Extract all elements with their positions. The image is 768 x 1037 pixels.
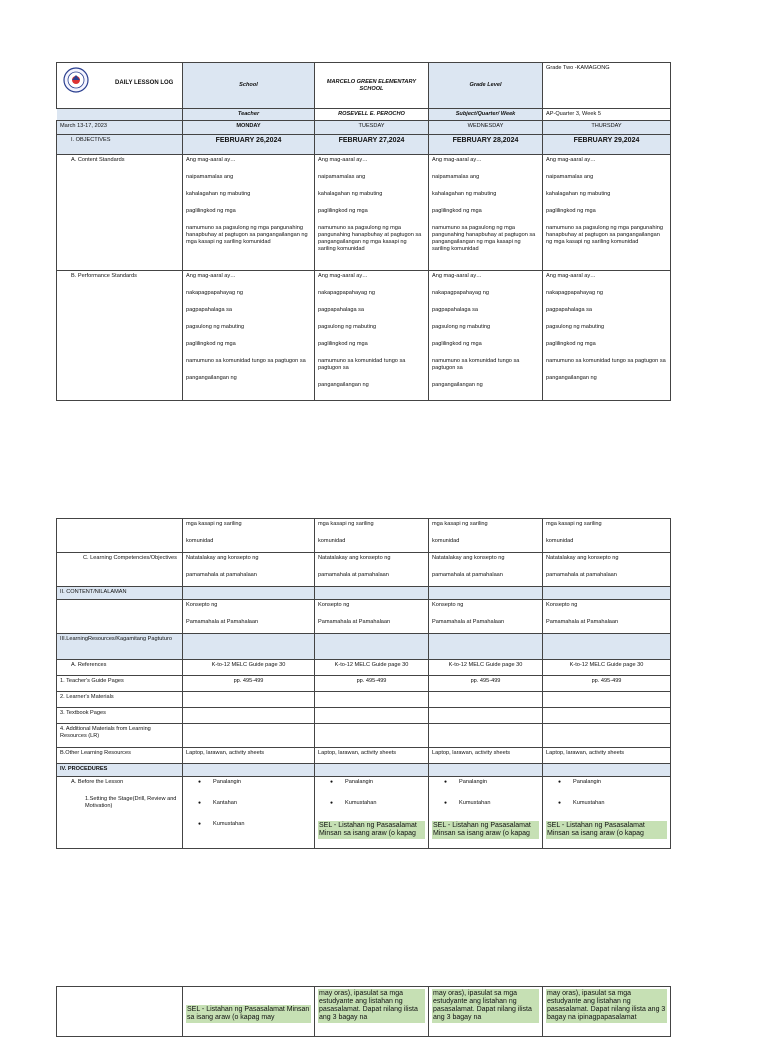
procedures-label: IV. PROCEDURES [57,764,183,777]
cont-wednesday: mga kasapi ng sariling komunidad [429,519,543,553]
empty-cell [183,724,315,748]
date-tuesday: FEBRUARY 27,2024 [315,135,429,155]
competencies-monday: Natatalakay ang konsepto ng pamamahala at pamahalaan [183,553,315,587]
before-lesson-thursday-cont [543,987,671,1037]
before-lesson-tuesday: ● Panalangin ● Kumustahan SEL - Listahan ng Pasasalamat Minsan sa isang araw (o kapag [315,777,429,849]
lesson-log-table-page3 [56,986,671,1037]
other-resources-label: B.Other Learning Resources [57,748,183,764]
blue-cell [429,587,543,600]
competencies-thursday: Natatalakay ang konsepto ng pamamahala at pamahalaan [543,553,671,587]
empty-cell [543,708,671,724]
competencies-label: C. Learning Competencies/Objectives [57,553,183,587]
blue-cell [543,587,671,600]
empty-cell [57,109,183,121]
sel-gratitude-continued: may oras), ipasulat sa mga estudyante ang listahan ng pasasalamat. Dapat nilang ilista ang 3 bagay na ipinagpapasalamat [547,990,666,1021]
teachers-guide-wednesday: pp. 495-499 [429,676,543,692]
blue-cell [183,634,315,660]
subject-label: Subject/Quarter/ Week [429,109,543,121]
content-tuesday: Konsepto ng Pamamahala at Pamahalaan [315,600,429,634]
empty-cell [57,519,183,553]
deped-seal-logo [63,67,89,93]
cont-monday: mga kasapi ng sariling komunidad [183,519,315,553]
daily-lesson-log-title: DAILY LESSON LOG [115,80,174,86]
before-lesson-monday-cont [183,987,315,1037]
lesson-log-table-page1 [56,108,671,401]
day-wednesday: WEDNESDAY [429,121,543,135]
empty-cell [429,692,543,708]
references-monday: K-to-12 MELC Guide page 30 [183,660,315,676]
before-lesson-label: A. Before the Lesson 1.Setting the Stage(Drill, Review and Motivation) [57,777,183,849]
content-wednesday: Konsepto ng Pamamahala at Pamahalaan [429,600,543,634]
day-monday: MONDAY [183,121,315,135]
empty-cell [543,724,671,748]
sel-gratitude-continued: may oras), ipasulat sa mga estudyante ang listahan ng pasasalamat. Dapat nilang ilista ang 3 bagay na [318,989,425,1023]
sel-gratitude-note: SEL - Listahan ng Pasasalamat Minsan sa isang araw (o kapag [318,821,425,839]
content-thursday: Konsepto ng Pamamahala at Pamahalaan [543,600,671,634]
additional-materials-label: 4. Additional Materials from Learning Resources (LR) [57,724,183,748]
empty-cell [429,724,543,748]
cont-tuesday: mga kasapi ng sariling komunidad [315,519,429,553]
teachers-guide-tuesday: pp. 495-499 [315,676,429,692]
references-wednesday: K-to-12 MELC Guide page 30 [429,660,543,676]
date-wednesday: FEBRUARY 28,2024 [429,135,543,155]
day-tuesday: TUESDAY [315,121,429,135]
lesson-log-header-table [56,62,671,109]
blue-cell [429,634,543,660]
content-standards-thursday: Ang mag-aaral ay… naipamamalas ang kahalagahan ng mabuting paglilingkod ng mga namumuno sa pagsulong ng mga pangunahing hanapbuhay at pagtugon sa pangangailangan ng mga kasapi ng sariling komunidad [543,155,671,271]
other-resources-tuesday: Laptop, larawan, activity sheets [315,748,429,764]
grade-value: Grade Two -KAMAGONG [543,63,671,109]
blue-cell [315,634,429,660]
sel-gratitude-note: SEL - Listahan ng Pasasalamat Minsan sa isang araw (o kapag [432,821,539,839]
other-resources-monday: Laptop, larawan, activity sheets [183,748,315,764]
references-label: A. References [57,660,183,676]
performance-standards-thursday: Ang mag-aaral ay… nakapagpapahayag ng pagpapahalaga sa pagsulong ng mabuting paglilingkod ng mga namumuno sa komunidad tungo sa pagtugon sa pangangailangan ng [543,271,671,401]
references-tuesday: K-to-12 MELC Guide page 30 [315,660,429,676]
date-monday: FEBRUARY 26,2024 [183,135,315,155]
teacher-value: ROSEVELL E. PEROCHO [315,109,429,121]
teachers-guide-monday: pp. 495-499 [183,676,315,692]
blue-cell [429,764,543,777]
references-thursday: K-to-12 MELC Guide page 30 [543,660,671,676]
sel-gratitude-continued: may oras), ipasulat sa mga estudyante ang listahan ng pasasalamat. Dapat nilang ilista ang 3 bagay na [432,989,539,1023]
other-resources-thursday: Laptop, larawan, activity sheets [543,748,671,764]
blue-cell [543,634,671,660]
empty-cell [183,692,315,708]
school-label: School [183,63,315,109]
blue-cell [315,587,429,600]
content-standards-tuesday: Ang mag-aaral ay… naipamamalas ang kahalagahan ng mabuting paglilingkod ng mga namumuno sa pagsulong ng mga pangunahing hanapbuhay at pagtugon sa pangangailangan ng mga kasapi ng sariling komunidad [315,155,429,271]
empty-cell [57,600,183,634]
empty-cell [543,692,671,708]
teacher-label: Teacher [183,109,315,121]
empty-cell [429,708,543,724]
blue-cell [183,587,315,600]
content-standards-label: A. Content Standards [57,155,183,271]
empty-cell [57,987,183,1037]
grade-label: Grade Level [429,63,543,109]
logo-title-cell [57,63,183,109]
lesson-log-table-page2 [56,518,671,849]
blue-cell [315,764,429,777]
blue-cell [543,764,671,777]
learners-materials-label: 2. Learner's Materials [57,692,183,708]
content-standards-monday: Ang mag-aaral ay… naipamamalas ang kahalagahan ng mabuting paglilingkod ng mga namumuno sa pagsulong ng mga pangunahing hanapbuhay at pagtugon sa pangangailangan ng mga kasapi ng sariling komunidad [183,155,315,271]
other-resources-wednesday: Laptop, larawan, activity sheets [429,748,543,764]
competencies-wednesday: Natatalakay ang konsepto ng pamamahala at pamahalaan [429,553,543,587]
content-standards-wednesday: Ang mag-aaral ay… naipamamalas ang kahalagahan ng mabuting paglilingkod ng mga namumuno sa pagsulong ng mga pangunahing hanapbuhay at pagtugon sa pangangailangan ng mga kasapi ng sariling komunidad [429,155,543,271]
before-lesson-monday: ● Panalangin ● Kantahan ● Kumustahan [183,777,315,849]
sel-gratitude-note: SEL - Listahan ng Pasasalamat Minsan sa isang araw (o kapag may [187,1006,310,1021]
objectives-label: I. OBJECTIVES [57,135,183,155]
performance-standards-monday: Ang mag-aaral ay… nakapagpapahayag ng pagpapahalaga sa pagsulong ng mabuting paglilingkod ng mga namumuno sa komunidad tungo sa pagtugon sa pangangailangan ng [183,271,315,401]
before-lesson-wednesday-cont [429,987,543,1037]
before-lesson-tuesday-cont [315,987,429,1037]
empty-cell [183,708,315,724]
empty-cell [315,724,429,748]
empty-cell [315,692,429,708]
textbook-pages-label: 3. Textbook Pages [57,708,183,724]
sel-gratitude-note: SEL - Listahan ng Pasasalamat Minsan sa isang araw (o kapag [546,821,667,839]
teachers-guide-thursday: pp. 495-499 [543,676,671,692]
competencies-tuesday: Natatalakay ang konsepto ng pamamahala at pamahalaan [315,553,429,587]
week-dates: March 13-17, 2023 [57,121,183,135]
performance-standards-tuesday: Ang mag-aaral ay… nakapagpapahayag ng pagpapahalaga sa pagsulong ng mabuting paglilingkod ng mga namumuno sa komunidad tungo sa pagtugon sa pangangailangan ng [315,271,429,401]
subject-value: AP-Quarter 3, Week 5 [543,109,671,121]
blue-cell [183,764,315,777]
content-monday: Konsepto ng Pamamahala at Pamahalaan [183,600,315,634]
before-lesson-wednesday: ● Panalangin ● Kumustahan SEL - Listahan ng Pasasalamat Minsan sa isang araw (o kapag [429,777,543,849]
day-thursday: THURSDAY [543,121,671,135]
empty-cell [315,708,429,724]
performance-standards-label: B. Performance Standards [57,271,183,401]
learning-resources-label: III.LearningResources/Kagamitang Pagtuturo [57,634,183,660]
teachers-guide-label: 1. Teacher's Guide Pages [57,676,183,692]
school-value: MARCELO GREEN ELEMENTARY SCHOOL [315,63,429,109]
before-lesson-thursday: ● Panalangin ● Kumustahan SEL - Listahan ng Pasasalamat Minsan sa isang araw (o kapag [543,777,671,849]
performance-standards-wednesday: Ang mag-aaral ay… nakapagpapahayag ng pagpapahalaga sa pagsulong ng mabuting paglilingkod ng mga namumuno sa komunidad tungo sa pagtugon sa pangangailangan ng [429,271,543,401]
cont-thursday: mga kasapi ng sariling komunidad [543,519,671,553]
date-thursday: FEBRUARY 29,2024 [543,135,671,155]
content-nilalaman-label: II. CONTENT/NILALAMAN [57,587,183,600]
